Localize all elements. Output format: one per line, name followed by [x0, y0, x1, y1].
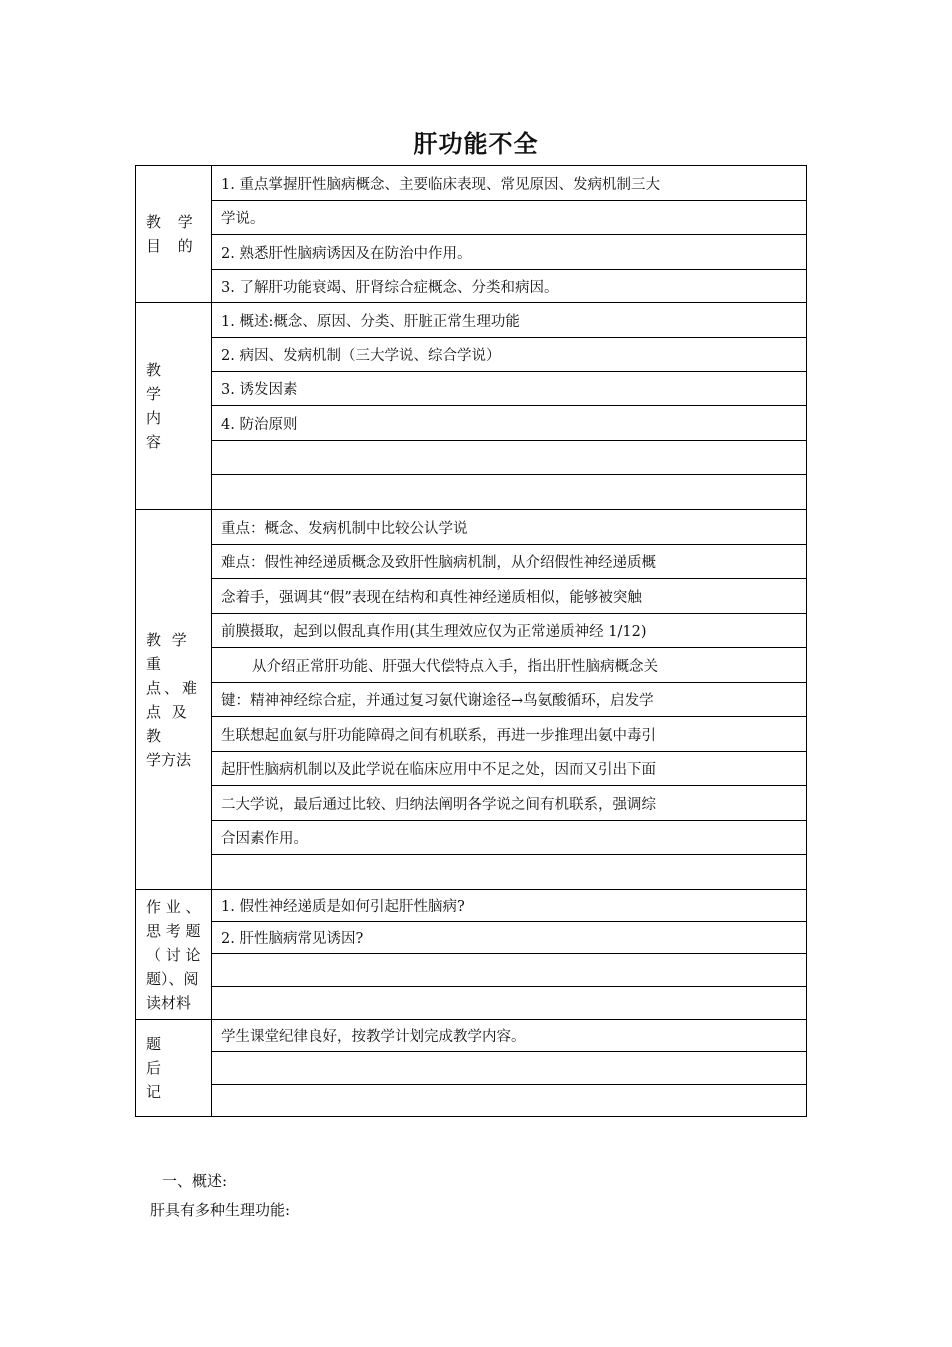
lesson-plan-table: [135, 165, 807, 1117]
table-row-line: 起肝性脑病机制以及此学说在临床应用中不足之处，因而又引出下面: [212, 752, 807, 786]
section-heading-overview: 一、概述:: [162, 1172, 228, 1190]
page-title: 肝功能不全: [413, 130, 539, 158]
table-row-line: [212, 1052, 807, 1085]
table-row-line: 二大学说，最后通过比较、归纳法阐明各学说之间有机联系，强调综: [212, 786, 807, 821]
table-row-line: [212, 855, 807, 890]
table-row-line: 学说。: [212, 201, 807, 235]
table-row-line: [212, 987, 807, 1020]
table-row-line: 1. 重点掌握肝性脑病概念、主要临床表现、常见原因、发病机制三大: [212, 166, 807, 201]
table-row-line: [212, 1085, 807, 1117]
table-row-line: [212, 475, 807, 510]
table-row-line: 3. 诱发因素: [212, 372, 807, 406]
table-row-line: 2. 熟悉肝性脑病诱因及在防治中作用。: [212, 235, 807, 270]
section-label-key-points-methods: 教 学 重 点、难 点 及 教 学方法: [136, 510, 212, 890]
table-row-line: 3. 了解肝功能衰竭、肝肾综合症概念、分类和病因。: [212, 270, 807, 303]
table-row-line: [212, 441, 807, 475]
table-row-line: 4. 防治原则: [212, 406, 807, 441]
table-row-line: 难点：假性神经递质概念及致肝性脑病机制，从介绍假性神经递质概: [212, 545, 807, 579]
body-text-line: 肝具有多种生理功能:: [150, 1201, 291, 1219]
table-row-line: [212, 954, 807, 987]
table-row-line: 重点：概念、发病机制中比较公认学说: [212, 510, 807, 545]
table-row-line: 2. 病因、发病机制（三大学说、综合学说）: [212, 338, 807, 372]
table-row-line: 键：精神神经综合症，并通过复习氨代谢途径→鸟氨酸循环，启发学: [212, 683, 807, 717]
table-row-line: 念着手，强调其“假”表现在结构和真性神经递质相似，能够被突触: [212, 579, 807, 614]
table-row-line: 合因素作用。: [212, 821, 807, 855]
section-label-homework: 作 业 、 思 考 题 （ 讨 论 题）、阅 读材料: [136, 890, 212, 1020]
table-row-line: 生联想起血氨与肝功能障碍之间有机联系，再进一步推理出氨中毒引: [212, 717, 807, 752]
table-row-line: 从介绍正常肝功能、肝强大代偿特点入手，指出肝性脑病概念关: [212, 648, 807, 683]
section-label-teaching-content: 教 学 内 容: [136, 303, 212, 510]
table-row-line: 学生课堂纪律良好，按教学计划完成教学内容。: [212, 1020, 807, 1052]
table-row-line: 前膜摄取，起到以假乱真作用(其生理效应仅为正常递质神经 1/12): [212, 614, 807, 648]
section-label-afterword: 题 后 记: [136, 1020, 212, 1117]
table-row-line: 1. 假性神经递质是如何引起肝性脑病?: [212, 890, 807, 922]
section-label-teaching-objectives: 教 学 目 的: [136, 166, 212, 303]
table-row-line: 2. 肝性脑病常见诱因?: [212, 922, 807, 954]
table-row-line: 1. 概述:概念、原因、分类、肝脏正常生理功能: [212, 303, 807, 338]
